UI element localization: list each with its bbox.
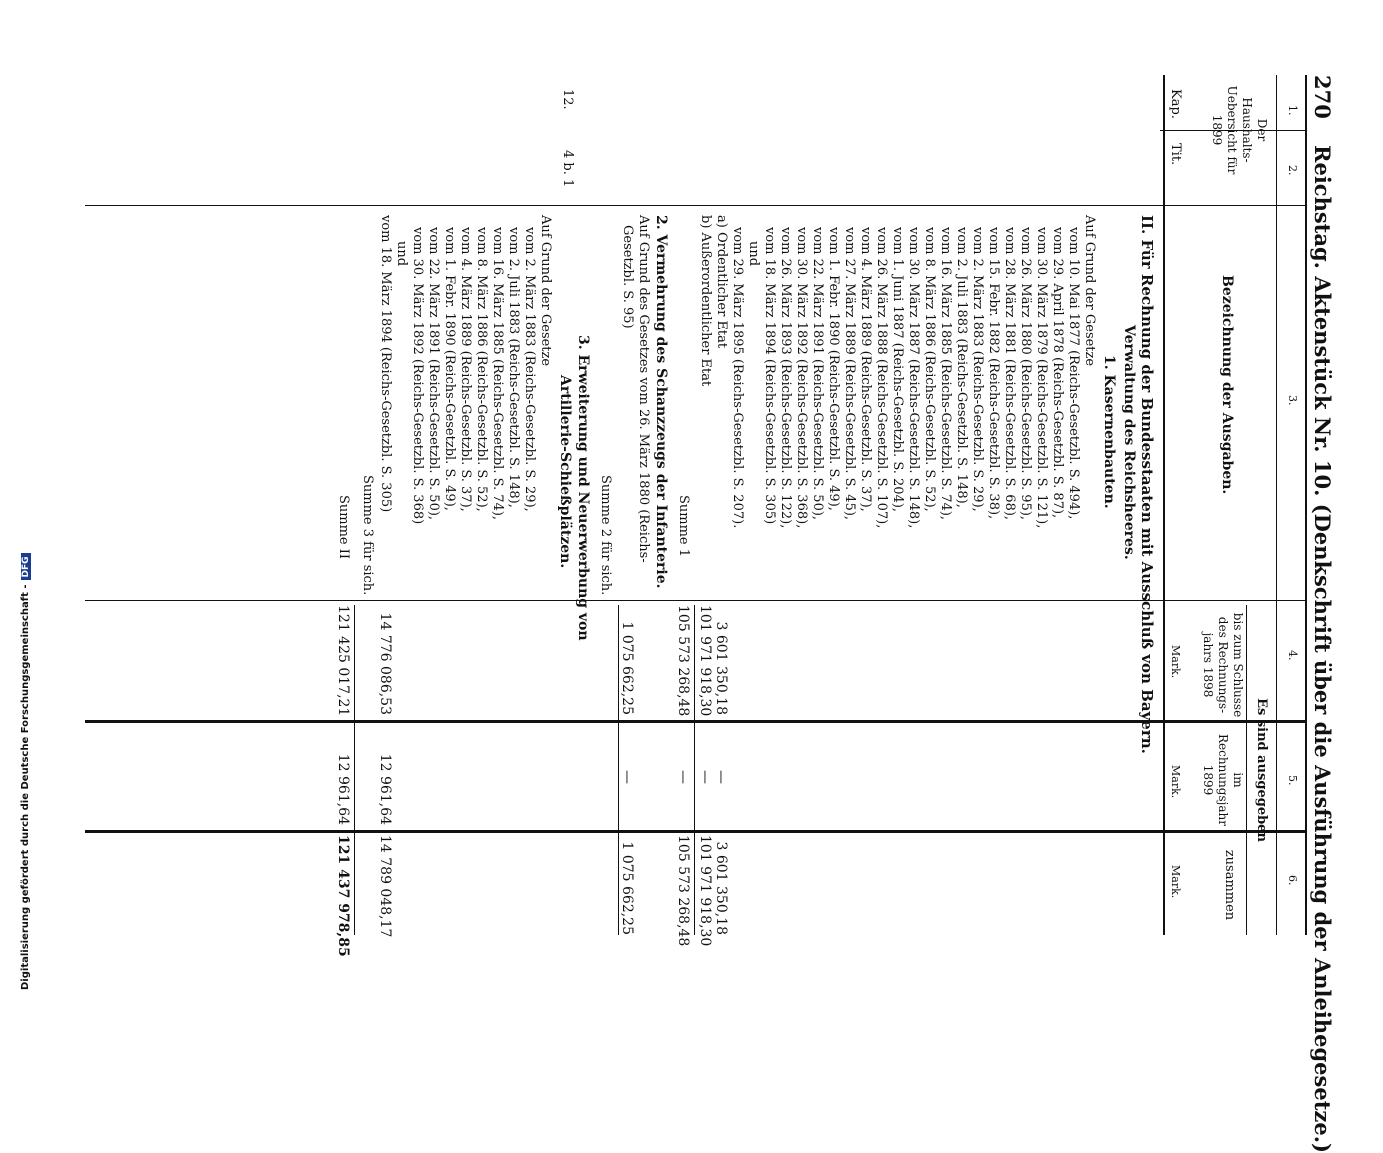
law-line: vom 30. März 1892 (Reichs-Gesetzbl. S. 368) <box>410 227 425 525</box>
ausgegeben-rule <box>1246 605 1247 935</box>
law-line: vom 16. März 1885 (Reichs-Gesetzbl. S. 74), <box>938 227 953 521</box>
sub3-kap: 12. <box>560 89 575 110</box>
section-verwaltung: Verwaltung des Reichsheeres. <box>1121 325 1137 560</box>
sub2-col6: 1 075 662,25 <box>619 841 635 935</box>
sub3-title1: 3. Erweiterung und Neuerwerbung von <box>575 335 591 641</box>
law-line: vom 8. März 1886 (Reichs-Gesetzbl. S. 52), <box>474 227 489 512</box>
header-col5: im Rechnungsjahr 1899 <box>1201 734 1245 826</box>
colnum-3: 3. <box>1286 395 1299 406</box>
law-line: vom 4. März 1889 (Reichs-Gesetzbl. S. 37), <box>858 227 873 512</box>
header-tit: Tit. <box>1168 143 1183 166</box>
law-line: vom 16. März 1885 (Reichs-Gesetzbl. S. 74), <box>490 227 505 521</box>
sumII-col6: 121 437 978,85 <box>335 835 351 957</box>
sub1-intro: Auf Grund der Gesetze <box>1082 215 1097 367</box>
sub2-text1: Auf Grund des Gesetzes vom 26. März 1880 (Reichs- <box>636 215 651 563</box>
sum3-label: Summe 3 für sich. <box>360 475 375 596</box>
law-line: vom 1. Febr. 1890 (Reichs-Gesetzbl. S. 49), <box>442 227 457 511</box>
unit-col5: Mark. <box>1169 765 1182 799</box>
law-line: vom 30. März 1879 (Reichs-Gesetzbl. S. 121), <box>1034 227 1049 529</box>
sub3-col6: 14 789 048,17 <box>377 835 393 938</box>
sub3-col4: 14 776 086,53 <box>377 612 393 715</box>
row-b-label: b) Außerordentlicher Etat <box>698 215 713 387</box>
header-col4: bis zum Schlusse des Rechnungs-jahrs 1898 <box>1201 612 1245 718</box>
page-title: Reichstag. Aktenstück Nr. 10. (Denkschrift über die Ausführung der Anleihegesetze.) <box>1310 145 1335 1153</box>
unit-col4: Mark. <box>1169 645 1182 679</box>
header-uebersicht: Der Haushalts-Uebersicht für 1899 <box>1210 85 1269 175</box>
row-b-col4: 101 971 918,30 <box>697 605 713 717</box>
row-a-col4: 3 601 350,18 <box>713 621 729 715</box>
law-line: vom 8. März 1886 (Reichs-Gesetzbl. S. 52), <box>922 227 937 512</box>
col-divider-4 <box>85 720 1305 723</box>
law-line: vom 1. Febr. 1890 (Reichs-Gesetzbl. S. 49), <box>826 227 841 511</box>
sum1-col6: 105 573 268,48 <box>675 835 691 947</box>
header-rule <box>1305 75 1307 935</box>
sum1-rule <box>694 605 695 935</box>
law-last: vom 29. März 1895 (Reichs-Gesetzbl. S. 207). <box>730 227 745 529</box>
law-line: vom 26. März 1880 (Reichs-Gesetzbl. S. 95), <box>1018 227 1033 521</box>
header-ausgegeben: Es sind ausgegeben <box>1254 698 1269 842</box>
law-line: vom 2. Juli 1883 (Reichs-Gesetzbl. S. 148), <box>506 227 521 508</box>
sum1-col5: — <box>675 770 691 784</box>
law-line: vom 22. März 1891 (Reichs-Gesetzbl. S. 50), <box>810 227 825 521</box>
law-line: vom 22. März 1891 (Reichs-Gesetzbl. S. 50), <box>426 227 441 521</box>
law-line: vom 2. Juli 1883 (Reichs-Gesetzbl. S. 148), <box>954 227 969 508</box>
law-line: vom 18. März 1894 (Reichs-Gesetzbl. S. 305) <box>762 227 777 525</box>
sub3-title2: Artillerie-Schießplätzen. <box>557 375 573 569</box>
law-line: vom 15. Febr. 1882 (Reichs-Gesetzbl. S. 38), <box>986 227 1001 520</box>
law-line: vom 4. März 1889 (Reichs-Gesetzbl. S. 37), <box>458 227 473 512</box>
header-bottom-rule <box>1163 75 1165 935</box>
law-line: vom 27. März 1889 (Reichs-Gesetzbl. S. 45), <box>842 227 857 521</box>
colnum-4: 4. <box>1286 650 1299 661</box>
law-line: vom 26. März 1893 (Reichs-Gesetzbl. S. 122), <box>778 227 793 529</box>
sumII-rule <box>354 605 355 935</box>
colnum-2: 2. <box>1286 165 1299 176</box>
page-number: 270 <box>1310 75 1335 119</box>
section-II-title: II. Für Rechnung der Bundesstaaten mit Ausschluß von Bayern. <box>1138 215 1156 754</box>
sum1-label: Summe 1 <box>676 495 691 558</box>
law-line: vom 28. März 1881 (Reichs-Gesetzbl. S. 68), <box>1002 227 1017 521</box>
colnum-1: 1. <box>1286 105 1299 116</box>
sumII-col4: 121 425 017,21 <box>335 605 351 717</box>
colnum-rule <box>1276 75 1277 935</box>
law-und: und <box>394 241 409 267</box>
header-col6: zusammen <box>1222 849 1237 921</box>
sumII-label: Summe II <box>336 495 351 560</box>
credit-text: Digitalisierung gefördert durch die Deutsche Forschungsgemeinschaft - <box>20 584 31 990</box>
col-divider-kap <box>1160 130 1305 131</box>
unit-col6: Mark. <box>1169 865 1182 899</box>
sub2-text2: Gesetzbl. S. 95) <box>620 225 635 329</box>
law-line: vom 29. April 1878 (Reichs-Gesetzbl. S. 87), <box>1050 227 1065 519</box>
row-b-col6: 101 971 918,30 <box>697 835 713 947</box>
col-divider-5 <box>85 830 1305 833</box>
law-line: vom 30. März 1887 (Reichs-Gesetzbl. S. 148), <box>906 227 921 529</box>
law-last: vom 18. März 1894 (Reichs-Gesetzbl. S. 305) <box>378 215 393 513</box>
sub1-title: 1. Kasernenbauten. <box>1101 355 1117 509</box>
col-divider-bez <box>85 600 1305 601</box>
row-a-col6: 3 601 350,18 <box>713 841 729 935</box>
row-a-col5: — <box>713 770 729 784</box>
law-line: vom 30. März 1892 (Reichs-Gesetzbl. S. 368), <box>794 227 809 529</box>
document-page <box>85 75 1335 1153</box>
law-line: vom 2. März 1883 (Reichs-Gesetzbl. S. 29), <box>970 227 985 512</box>
digitization-credit <box>20 553 31 990</box>
sub3-intro: Auf Grund der Gesetze <box>538 215 553 367</box>
sub3-tit: 4 b. 1 <box>560 150 575 188</box>
law-und: und <box>746 241 761 267</box>
colnum-5: 5. <box>1286 775 1299 786</box>
row-a-label: a) Ordentlicher Etat <box>714 215 729 349</box>
law-line: vom 26. März 1888 (Reichs-Gesetzbl. S. 107), <box>874 227 889 529</box>
sub2-title: 2. Vermehrung des Schanzzeugs der Infanterie. <box>653 215 669 589</box>
law-line: vom 2. März 1883 (Reichs-Gesetzbl. S. 29), <box>522 227 537 512</box>
header-kap: Kap. <box>1168 89 1183 119</box>
dfg-logo: DFG <box>21 553 31 580</box>
row-b-col5: — <box>697 770 713 784</box>
col-divider-tit <box>85 205 1305 206</box>
law-line: vom 1. Juni 1887 (Reichs-Gesetzbl. S. 204), <box>890 227 905 513</box>
sub3-col5: 12 961,64 <box>377 753 393 825</box>
sum1-col4: 105 573 268,48 <box>675 605 691 717</box>
law-line: vom 10. Mai 1877 (Reichs-Gesetzbl. S. 494), <box>1066 227 1081 520</box>
sub2-col5: — <box>619 770 635 784</box>
sum2-label: Summe 2 für sich. <box>598 475 613 596</box>
sumII-col5: 12 961,64 <box>335 753 351 825</box>
header-bezeichnung: Bezeichnung der Ausgaben. <box>1219 275 1235 495</box>
colnum-6: 6. <box>1286 875 1299 886</box>
sub2-col4: 1 075 662,25 <box>619 621 635 715</box>
